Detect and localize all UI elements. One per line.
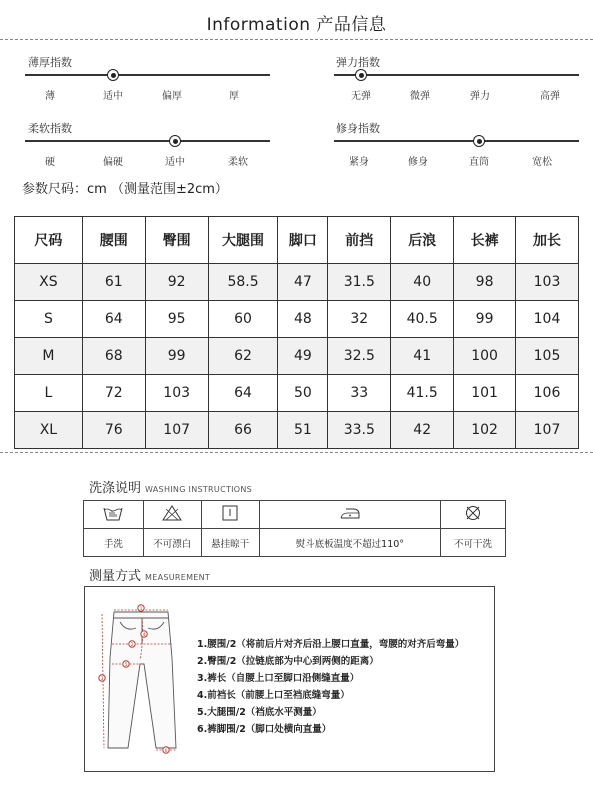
size-cell: 31.5 — [328, 264, 391, 301]
size-header-cell: 脚口 — [278, 217, 328, 264]
size-cell: XL — [15, 412, 83, 449]
washing-title: 洗涤说明 — [89, 481, 142, 496]
size-cell: 32.5 — [328, 338, 391, 375]
size-cell: 48 — [278, 301, 328, 338]
measurement-marker-label: 2 — [130, 642, 134, 648]
elasticity-index-label: 弹力 — [470, 91, 490, 102]
size-cell: 64 — [82, 301, 145, 338]
size-header-cell: 腰围 — [82, 217, 145, 264]
measurement-heading — [89, 565, 210, 584]
table-row — [15, 375, 579, 412]
pants-diagram — [92, 598, 192, 758]
softness-index-label: 偏硬 — [103, 157, 123, 168]
measurement-step: 2.臀围/2（拉链底部为中心到两侧的距离） — [197, 656, 379, 667]
thickness-index-label: 薄 — [45, 91, 55, 102]
elasticity-index-line — [334, 74, 579, 76]
fit-index-label: 宽松 — [532, 157, 552, 168]
page-title: Information 产品信息 — [206, 15, 387, 35]
washing-heading — [89, 477, 252, 496]
header-divider — [0, 39, 593, 40]
measurement-subtitle: MEASUREMENT — [145, 573, 211, 582]
size-cell: 41.5 — [391, 375, 454, 412]
size-cell: 50 — [278, 375, 328, 412]
measurement-marker-label: 5 — [124, 662, 128, 668]
size-cell: 33 — [328, 375, 391, 412]
wash-cell-dryclean — [441, 501, 506, 529]
measurement-steps — [197, 636, 464, 738]
size-header-cell: 尺码 — [15, 217, 83, 264]
size-header-cell: 加长 — [516, 217, 579, 264]
wash-cell-hang — [201, 501, 259, 529]
size-cell: 40 — [391, 264, 454, 301]
size-cell: 99 — [145, 338, 208, 375]
fit-index-title: 修身指数 — [336, 122, 380, 135]
size-cell: 105 — [516, 338, 579, 375]
elasticity-index-title: 弹力指数 — [336, 56, 380, 69]
washing-subtitle: WASHING INSTRUCTIONS — [145, 485, 253, 494]
size-cell: M — [15, 338, 83, 375]
measurement-marker-label: 6 — [164, 748, 168, 754]
size-cell: 103 — [516, 264, 579, 301]
size-cell: 101 — [454, 375, 516, 412]
section-divider — [0, 452, 593, 453]
thickness-index-label: 适中 — [103, 91, 123, 102]
size-cell: 72 — [82, 375, 145, 412]
elasticity-index-marker — [355, 69, 367, 81]
size-cell: XS — [15, 264, 83, 301]
measurement-marker-label: 3 — [100, 676, 104, 682]
size-cell: 107 — [516, 412, 579, 449]
hang-dry-icon — [219, 504, 241, 522]
measurement-marker-label: 4 — [142, 632, 146, 638]
iron-icon — [338, 505, 362, 521]
measurement-step: 6.裤脚围/2（脚口处横向直量） — [197, 724, 332, 735]
thickness-index-label: 厚 — [229, 91, 239, 102]
size-cell: 49 — [278, 338, 328, 375]
size-cell: 100 — [454, 338, 516, 375]
softness-index-label: 柔软 — [228, 157, 248, 168]
measurement-marker-label: 1 — [139, 606, 143, 612]
wash-label: 不可干洗 — [441, 529, 506, 557]
size-cell: L — [15, 375, 83, 412]
elasticity-index-label: 高弹 — [540, 91, 560, 102]
size-header-cell: 大腿围 — [208, 217, 278, 264]
size-cell: 41 — [391, 338, 454, 375]
hand-wash-icon — [102, 504, 124, 522]
size-cell: 42 — [391, 412, 454, 449]
size-cell: 102 — [454, 412, 516, 449]
elasticity-index-label: 无弹 — [351, 91, 371, 102]
thickness-index-marker — [107, 69, 119, 81]
no-bleach-icon — [161, 504, 183, 522]
fit-index-label: 修身 — [408, 157, 428, 168]
fit-index-marker — [473, 135, 485, 147]
wash-label: 手洗 — [84, 529, 144, 557]
table-row — [15, 338, 579, 375]
softness-index-label: 适中 — [165, 157, 185, 168]
size-cell: 60 — [208, 301, 278, 338]
size-cell: S — [15, 301, 83, 338]
size-header-cell: 前挡 — [328, 217, 391, 264]
size-cell: 104 — [516, 301, 579, 338]
washing-table — [83, 500, 506, 557]
measurement-step: 3.裤长（自腰上口至脚口沿侧缝直量） — [197, 673, 360, 684]
size-cell: 92 — [145, 264, 208, 301]
table-row — [15, 264, 579, 301]
size-cell: 32 — [328, 301, 391, 338]
size-cell: 51 — [278, 412, 328, 449]
table-row — [15, 412, 579, 449]
fit-index-label: 紧身 — [349, 157, 369, 168]
size-table — [14, 216, 579, 449]
size-cell: 47 — [278, 264, 328, 301]
params-note: 参数尺码：cm （测量范围±2cm） — [22, 182, 228, 197]
no-dry-clean-icon — [462, 504, 484, 522]
size-header-cell: 臀围 — [145, 217, 208, 264]
size-cell: 33.5 — [328, 412, 391, 449]
table-row — [15, 301, 579, 338]
fit-index-label: 直筒 — [469, 157, 489, 168]
size-table-header — [15, 217, 579, 264]
thickness-index-label: 偏厚 — [162, 91, 182, 102]
size-header-cell: 后浪 — [391, 217, 454, 264]
wash-cell-bleach — [143, 501, 201, 529]
size-cell: 98 — [454, 264, 516, 301]
measurement-step: 5.大腿围/2（裆底水平测量） — [197, 707, 322, 718]
wash-cell-hand — [84, 501, 144, 529]
size-cell: 99 — [454, 301, 516, 338]
softness-index-title: 柔软指数 — [28, 122, 72, 135]
size-cell: 103 — [145, 375, 208, 412]
softness-index-label: 硬 — [45, 157, 55, 168]
fit-index-line — [334, 140, 579, 142]
size-cell: 40.5 — [391, 301, 454, 338]
size-cell: 76 — [82, 412, 145, 449]
wash-cell-iron — [259, 501, 440, 529]
size-cell: 106 — [516, 375, 579, 412]
measurement-title: 测量方式 — [89, 569, 142, 584]
elasticity-index-label: 微弹 — [410, 91, 430, 102]
thickness-index-line — [25, 74, 270, 76]
size-cell: 107 — [145, 412, 208, 449]
wash-label: 悬挂晾干 — [201, 529, 259, 557]
size-cell: 64 — [208, 375, 278, 412]
size-header-cell: 长裤 — [454, 217, 516, 264]
size-cell: 66 — [208, 412, 278, 449]
size-cell: 61 — [82, 264, 145, 301]
size-cell: 95 — [145, 301, 208, 338]
softness-index-marker — [169, 135, 181, 147]
wash-label: 不可漂白 — [143, 529, 201, 557]
size-cell: 58.5 — [208, 264, 278, 301]
measurement-step: 1.腰围/2（将前后片对齐后沿上腰口直量，弯腰的对齐后弯量） — [197, 639, 465, 650]
wash-label: 熨斗底板温度不超过110° — [259, 529, 440, 557]
measurement-step: 4.前裆长（前腰上口至裆底缝弯量） — [197, 690, 350, 701]
size-cell: 68 — [82, 338, 145, 375]
size-cell: 62 — [208, 338, 278, 375]
thickness-index-title: 薄厚指数 — [28, 56, 72, 69]
softness-index-line — [25, 140, 270, 142]
